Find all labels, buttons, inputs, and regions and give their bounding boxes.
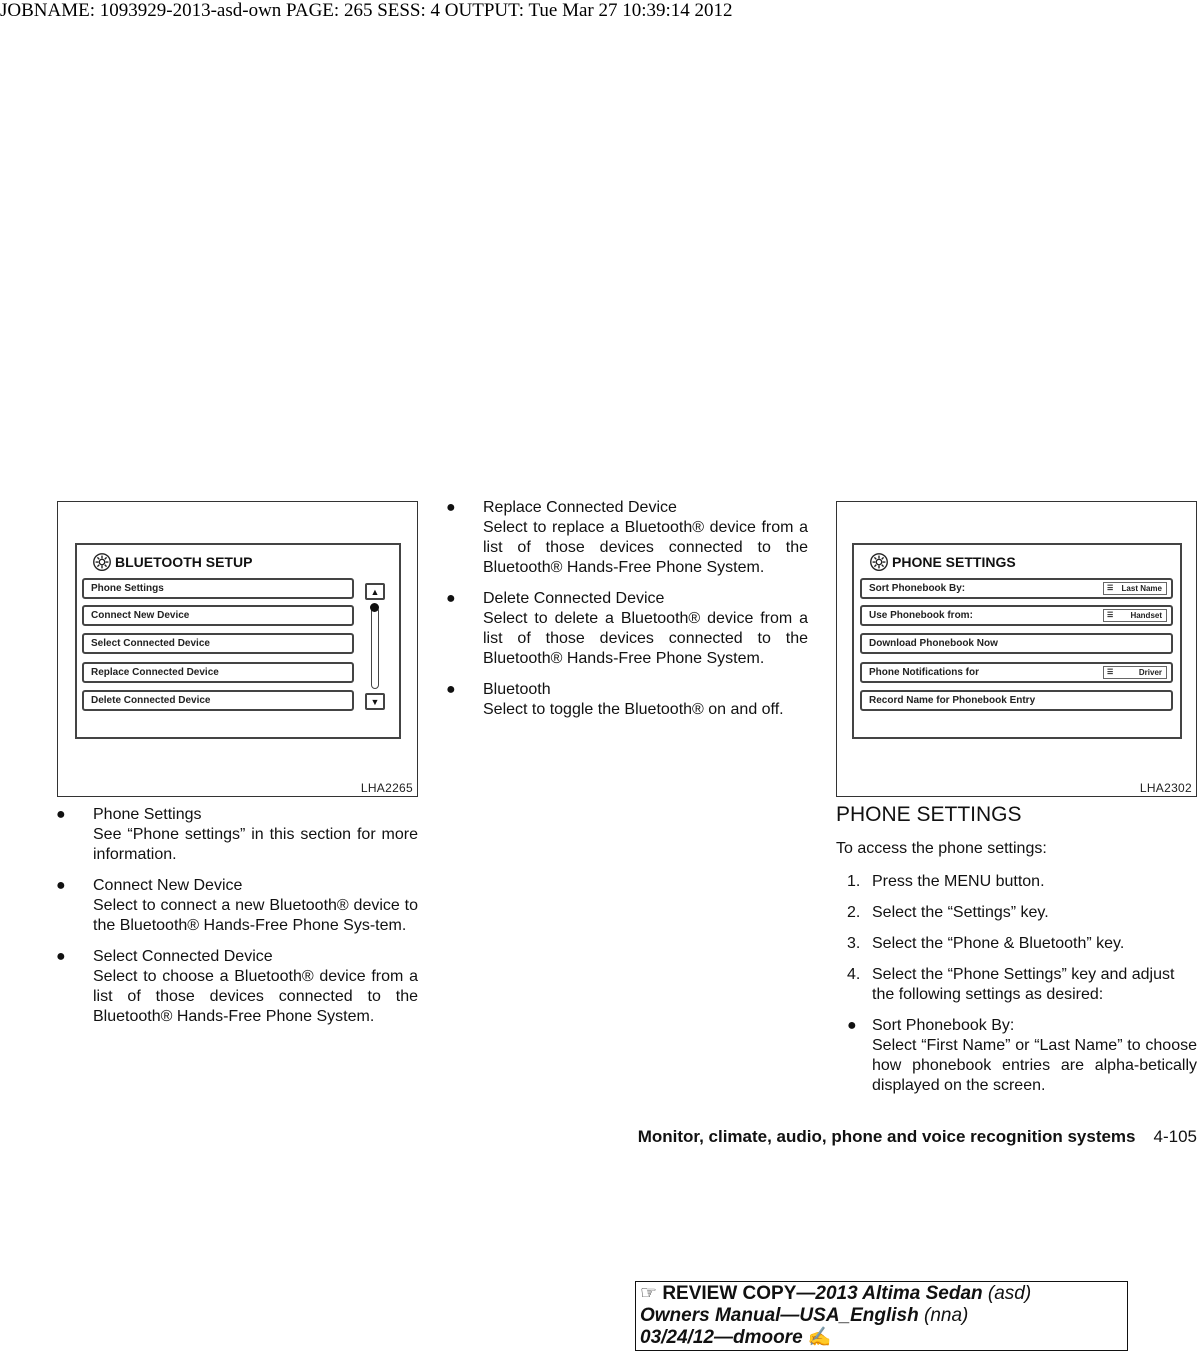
scrollbar-thumb[interactable] — [370, 603, 379, 612]
item-heading: Replace Connected Device — [483, 499, 677, 516]
step-text: Select the “Settings” key. — [872, 904, 1049, 921]
item-description: See “Phone settings” in this section for more information. — [93, 826, 418, 863]
sub-description: Select “First Name” or “Last Name” to choose how phonebook entries are alpha-betically displayed on the screen. — [872, 1037, 1197, 1094]
bluetooth-setup-figure — [57, 501, 418, 797]
running-footer — [638, 1127, 1197, 1147]
bullet: ● — [56, 806, 66, 823]
scrollbar-track[interactable] — [371, 607, 379, 689]
scroll-down-button[interactable]: ▼ — [365, 693, 385, 710]
bullet: ● — [446, 590, 456, 607]
bullet: ● — [56, 948, 66, 965]
phone-settings-row[interactable]: Phone Settings — [82, 578, 354, 599]
middle-column — [446, 498, 808, 731]
pointing-hand-icon: ☞ — [640, 1283, 658, 1304]
step-number: 4. — [847, 966, 861, 983]
item-description: Select to connect a new Bluetooth® device to the Bluetooth® Hands-Free Phone Sys-tem. — [93, 897, 418, 934]
list-item — [446, 498, 808, 578]
bullet: ● — [56, 877, 66, 894]
step-text: Select the “Phone Settings” key and adjust the following settings as desired: — [872, 966, 1175, 1003]
use-phonebook-row[interactable]: Use Phonebook from: ☰ Handset — [860, 605, 1173, 626]
download-phonebook-row[interactable]: Download Phonebook Now — [860, 633, 1173, 654]
step-item — [847, 965, 1197, 1005]
item-description: Select to toggle the Bluetooth® on and off. — [483, 701, 784, 718]
replace-connected-device-row[interactable]: Replace Connected Device — [82, 662, 354, 683]
item-description: Select to replace a Bluetooth® device from a list of those devices connected to the Bluetooth® Hands-Free Phone System. — [483, 519, 808, 576]
menu-lines-icon: ☰ — [1107, 669, 1114, 676]
menu-lines-icon: ☰ — [1107, 585, 1114, 592]
writing-hand-icon: ✍ — [807, 1327, 832, 1348]
review-line-1: ☞ REVIEW COPY—2013 Altima Sedan (asd) — [640, 1283, 1032, 1304]
sub-heading: Sort Phonebook By: — [872, 1017, 1015, 1034]
phone-settings-figure — [836, 501, 1197, 797]
figure-label: LHA2302 — [1139, 781, 1192, 795]
bullet: ● — [847, 1017, 857, 1034]
job-header: JOBNAME: 1093929-2013-asd-own PAGE: 265 SESS: 4 OUTPUT: Tue Mar 27 10:39:14 2012 — [0, 0, 733, 21]
phone-settings-screen-title: PHONE SETTINGS — [868, 551, 1016, 573]
menu-lines-icon: ☰ — [1107, 612, 1114, 619]
item-heading: Connect New Device — [93, 877, 243, 894]
section-intro: To access the phone settings: — [836, 840, 1047, 857]
phone-notifications-row[interactable]: Phone Notifications for ☰ Driver — [860, 662, 1173, 683]
bullet: ● — [446, 681, 456, 698]
step-text: Select the “Phone & Bluetooth” key. — [872, 935, 1125, 952]
delete-connected-device-row[interactable]: Delete Connected Device — [82, 690, 354, 711]
page-number: 4-105 — [1153, 1127, 1197, 1146]
gear-icon — [868, 551, 890, 573]
steps-list — [847, 872, 1197, 1096]
sort-phonebook-row[interactable]: Sort Phonebook By: ☰ Last Name — [860, 578, 1173, 599]
bluetooth-setup-screen — [75, 543, 401, 739]
step-number: 1. — [847, 873, 861, 890]
item-description: Select to choose a Bluetooth® device from a list of those devices connected to the Bluetooth® Hands-Free Phone System. — [93, 968, 418, 1025]
item-heading: Select Connected Device — [93, 948, 273, 965]
scroll-up-button[interactable]: ▲ — [365, 583, 385, 600]
phone-notifications-value[interactable]: ☰ Driver — [1103, 666, 1167, 679]
review-line-3: 03/24/12—dmoore ✍ — [640, 1327, 832, 1348]
item-description: Select to delete a Bluetooth® device from a list of those devices connected to the Bluetooth® Hands-Free Phone System. — [483, 610, 808, 667]
record-name-row[interactable]: Record Name for Phonebook Entry — [860, 690, 1173, 711]
sub-item — [847, 1016, 1197, 1096]
review-line-2: Owners Manual—USA_English (nna) — [640, 1305, 969, 1326]
bluetooth-setup-title: BLUETOOTH SETUP — [91, 551, 252, 573]
list-item — [56, 876, 418, 936]
list-item — [56, 805, 418, 865]
section-title: PHONE SETTINGS — [836, 803, 1022, 826]
list-item — [446, 589, 808, 669]
footer-section-title: Monitor, climate, audio, phone and voice recognition systems — [637, 1127, 1136, 1146]
sort-phonebook-value[interactable]: ☰ Last Name — [1103, 582, 1167, 595]
list-item — [446, 680, 808, 720]
review-copy-box — [635, 1281, 1128, 1351]
item-heading: Delete Connected Device — [483, 590, 665, 607]
item-heading: Phone Settings — [93, 806, 202, 823]
list-item — [56, 947, 418, 1027]
gear-icon — [91, 551, 113, 573]
left-column — [56, 805, 418, 1038]
step-item — [847, 872, 1197, 892]
step-number: 3. — [847, 935, 861, 952]
step-item — [847, 903, 1197, 923]
step-text: Press the MENU button. — [872, 873, 1045, 890]
use-phonebook-value[interactable]: ☰ Handset — [1103, 609, 1167, 622]
step-item — [847, 934, 1197, 954]
item-heading: Bluetooth — [483, 681, 551, 698]
phone-settings-screen — [852, 543, 1182, 739]
bullet: ● — [446, 499, 456, 516]
connect-new-device-row[interactable]: Connect New Device — [82, 605, 354, 626]
select-connected-device-row[interactable]: Select Connected Device — [82, 633, 354, 654]
step-number: 2. — [847, 904, 861, 921]
figure-label: LHA2265 — [360, 781, 413, 795]
